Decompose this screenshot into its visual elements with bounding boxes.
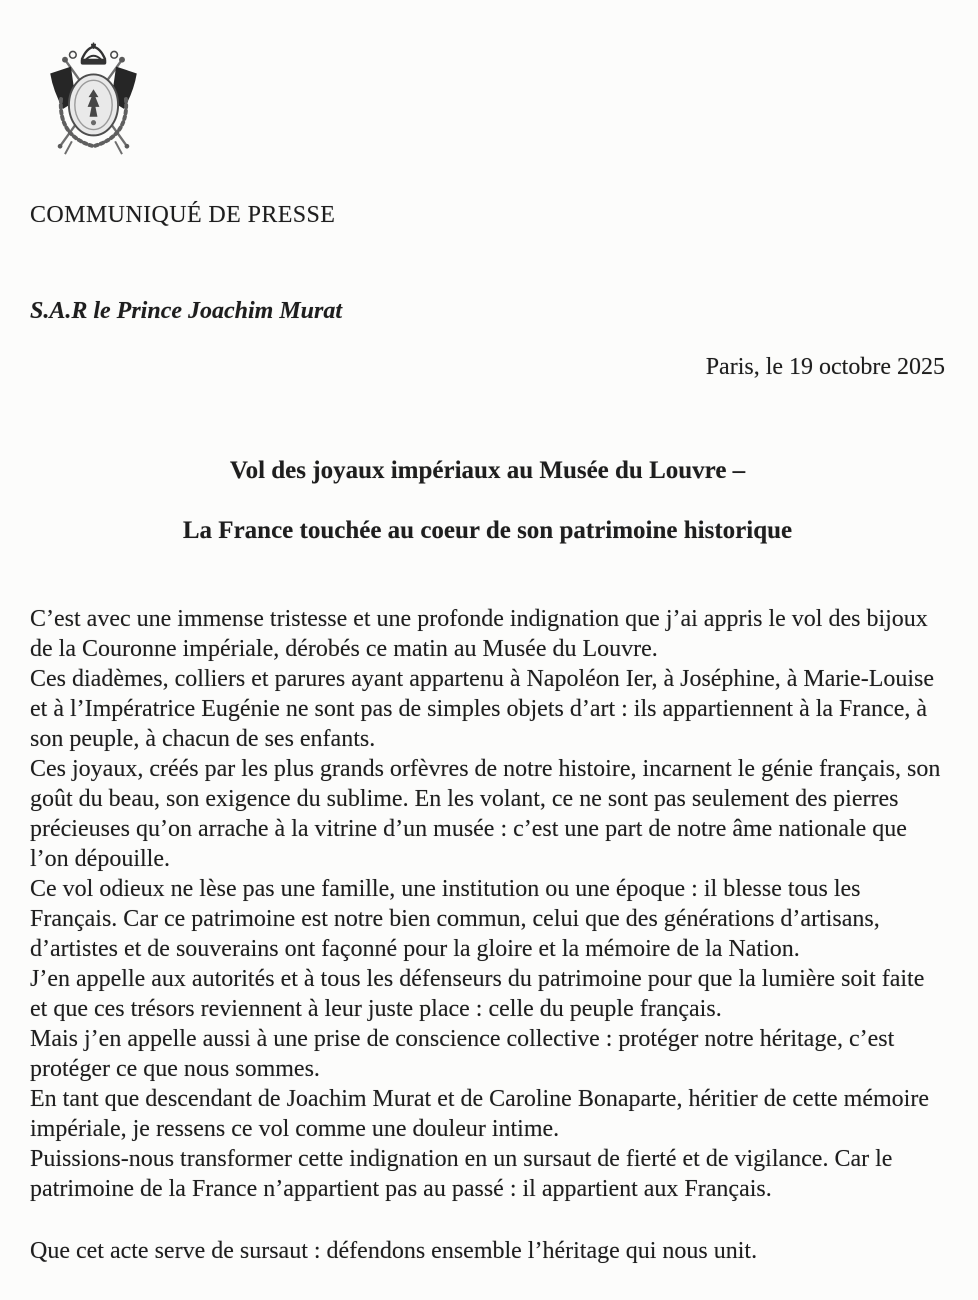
imperial-coat-of-arms-icon bbox=[42, 42, 145, 160]
body-paragraph: Ces joyaux, créés par les plus grands orfèvres de notre histoire, incarnent le génie français, son goût du beau, son exigence du sublime. En les volant, ce ne sont pas seulement des pierres précieuses qu’on arrache à la vitrine d’un musée : c’est une part de notre âme nationale que l’on dépouille. bbox=[30, 756, 941, 872]
author-line: S.A.R le Prince Joachim Murat bbox=[30, 298, 343, 324]
document-title-line-1: Vol des joyaux impériaux au Musée du Louvre – bbox=[229, 457, 746, 484]
body-paragraph: Ces diadèmes, colliers et parures ayant appartenu à Napoléon Ier, à Joséphine, à Marie-Louise et à l’Impératrice Eugénie ne sont pas de simples objets d’art : ils appartiennent à la France, à son peuple, à chacun de ses enfants. bbox=[30, 666, 935, 752]
body-paragraph: J’en appelle aux autorités et à tous les défenseurs du patrimoine pour que la lumière soit faite et que ces trésors reviennent à leur juste place : celle du peuple français. bbox=[30, 966, 925, 1022]
document-title-line-2: La France touchée au coeur de son patrimoine historique bbox=[182, 517, 793, 544]
body-paragraph: En tant que descendant de Joachim Murat et de Caroline Bonaparte, héritier de cette mémoire impériale, je ressens ce vol comme une douleur intime. bbox=[30, 1086, 929, 1142]
body-paragraph: Mais j’en appelle aussi à une prise de conscience collective : protéger notre héritage, c’est protéger ce que nous sommes. bbox=[30, 1026, 895, 1082]
closing-line: Que cet acte serve de sursaut : défendons ensemble l’héritage qui nous unit. bbox=[30, 1238, 758, 1264]
body-paragraph: Ce vol odieux ne lèse pas une famille, une institution ou une époque : il blesse tous les Français. Car ce patrimoine est notre bien commun, celui que des générations d’artisans, d’artistes et de souverains ont façonné pour la gloire et la mémoire de la Nation. bbox=[30, 876, 880, 962]
press-release-label: COMMUNIQUÉ DE PRESSE bbox=[30, 202, 336, 228]
dateline: Paris, le 19 octobre 2025 bbox=[705, 354, 945, 380]
body-paragraph: Puissions-nous transformer cette indignation en un sursaut de fierté et de vigilance. Car le patrimoine de la France n’appartient pas au passé : il appartient aux Français. bbox=[30, 1146, 893, 1202]
body-text bbox=[30, 604, 945, 1204]
body-paragraph: C’est avec une immense tristesse et une profonde indignation que j’ai appris le vol des bijoux de la Couronne impériale, dérobés ce matin au Musée du Louvre. bbox=[30, 606, 928, 662]
